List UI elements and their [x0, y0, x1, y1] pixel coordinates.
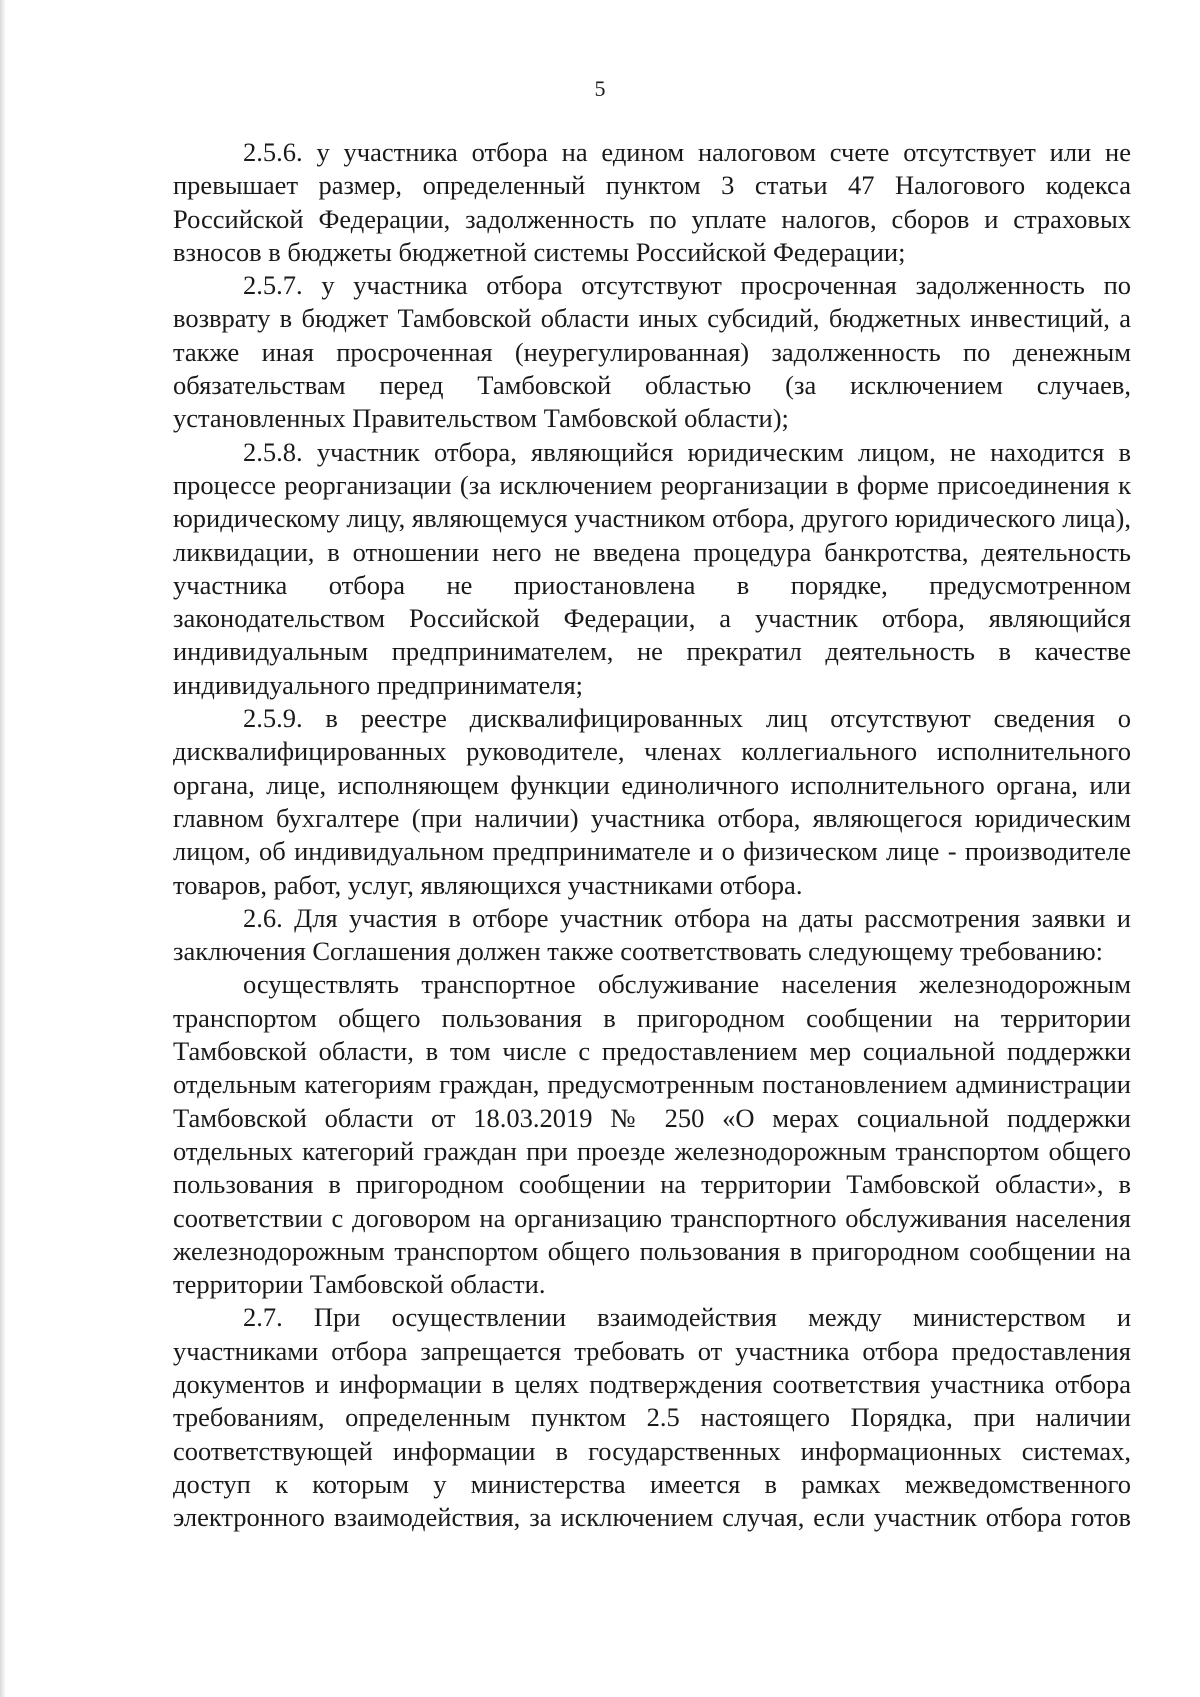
paragraph-2-7: 2.7. При осуществлении взаимодействия между министерством и участниками отбора запрещается требовать от участника отбора предоставления документов и информации в целях подтверждения соответствия участника отбора требованиям, определенным пунктом 2.5 настоящего Порядка, при наличии соответствующей информации в государственных информационных системах, доступ к которым у министерства имеется в рамках межведомственного электронного взаимодействия, за исключением случая, если участник отбора готов: [173, 1302, 1131, 1533]
paragraph-2-6-requirement: осуществлять транспортное обслуживание населения железнодорожным транспортом общего пользования в пригородном сообщении на территории Тамбовской области, в том числе с предоставлением мер социальной поддержки отдельным категориям граждан, предусмотренным постановлением администрации Тамбовской области от 18.03.2019 № 250 «О мерах социальной поддержки отдельных категорий граждан при проезде железнодорожным транспортом общего пользования в пригородном сообщении на территории Тамбовской области», в соответствии с договором на организацию транспортного обслуживания населения железнодорожным транспортом общего пользования в пригородном сообщении на территории Тамбовской области.: [173, 969, 1131, 1300]
page-number: 5: [594, 76, 606, 101]
paragraph-2-6: 2.6. Для участия в отборе участник отбора на даты рассмотрения заявки и заключения Соглашения должен также соответствовать следующему требованию:: [173, 902, 1131, 967]
document-body: [173, 136, 1131, 1534]
paragraph-2-5-8: 2.5.8. участник отбора, являющийся юридическим лицом, не находится в процессе реорганизации (за исключением реорганизации в форме присоединения к юридическому лицу, являющемуся участником отбора, другого юридического лица), ликвидации, в отношении него не введена процедура банкротства, деятельность участника отбора не приостановлена в порядке, предусмотренном законодательством Российской Федерации, а участник отбора, являющийся индивидуальным предпринимателем, не прекратил деятельность в качестве индивидуального предпринимателя;: [173, 436, 1131, 700]
paragraph-2-5-6: 2.5.6. у участника отбора на едином налоговом счете отсутствует или не превышает размер, определенный пунктом 3 статьи 47 Налогового кодекса Российской Федерации, задолженность по уплате налогов, сборов и страховых взносов в бюджеты бюджетной системы Российской Федерации;: [173, 137, 1131, 267]
scan-edge-shadow: [0, 0, 6, 1697]
paragraph-2-5-7: 2.5.7. у участника отбора отсутствуют просроченная задолженность по возврату в бюджет Тамбовской области иных субсидий, бюджетных инвестиций, а также иная просроченная (неурегулированная) задолженность по денежным обязательствам перед Тамбовской областью (за исключением случаев, установленных Правительством Тамбовской области);: [173, 270, 1131, 434]
paragraph-2-5-9: 2.5.9. в реестре дисквалифицированных лиц отсутствуют сведения о дисквалифицированных руководителе, членах коллегиального исполнительного органа, лице, исполняющем функции единоличного исполнительного органа, или главном бухгалтере (при наличии) участника отбора, являющегося юридическим лицом, об индивидуальном предпринимателе и о физическом лице - производителе товаров, работ, услуг, являющихся участниками отбора.: [173, 703, 1131, 900]
